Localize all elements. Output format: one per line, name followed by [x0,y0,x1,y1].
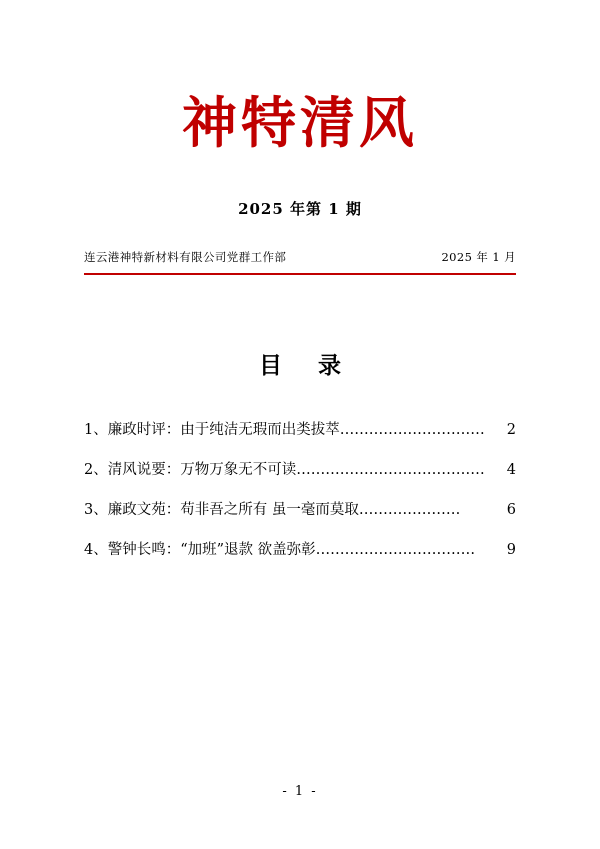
publisher-row [84,249,516,265]
toc-entry-title: 3、廉政文苑：苟非吾之所有 虽一毫而莫取 [84,502,359,518]
toc-page-number: 2 [506,422,516,438]
issue-number: 2025 年第 1 期 [238,200,362,218]
header-divider [84,273,516,275]
publication-date: 2025 年 1 月 [441,250,516,264]
toc-list [84,418,516,559]
list-item[interactable] [84,498,516,519]
toc-page-number: 4 [506,462,516,478]
toc-entry-title: 4、警钟长鸣：“加班”退款 欲盖弥彰 [84,542,316,558]
toc-heading: 目 录 [258,352,355,379]
list-item[interactable] [84,418,516,439]
masthead-title: 神特清风 [181,90,418,155]
publisher-name: 连云港神特新材料有限公司党群工作部 [84,250,287,264]
toc-leader-dots: ………………… [358,502,461,518]
toc-leader-dots: ………………………… [339,422,485,438]
toc-entry-title: 1、廉政时评：由于纯洁无瑕而出类拔萃 [84,422,340,438]
list-item[interactable] [84,458,516,479]
toc-page-number: 6 [506,502,516,518]
toc-leader-dots: …………………………… [315,542,476,558]
toc-leader-dots: ………………………………… [296,462,485,478]
toc-entry-title: 2、清风说要：万物万象无不可读 [84,462,297,478]
page-number-footer: - 1 - [282,784,318,799]
toc-page-number: 9 [506,542,516,558]
list-item[interactable] [84,538,516,559]
